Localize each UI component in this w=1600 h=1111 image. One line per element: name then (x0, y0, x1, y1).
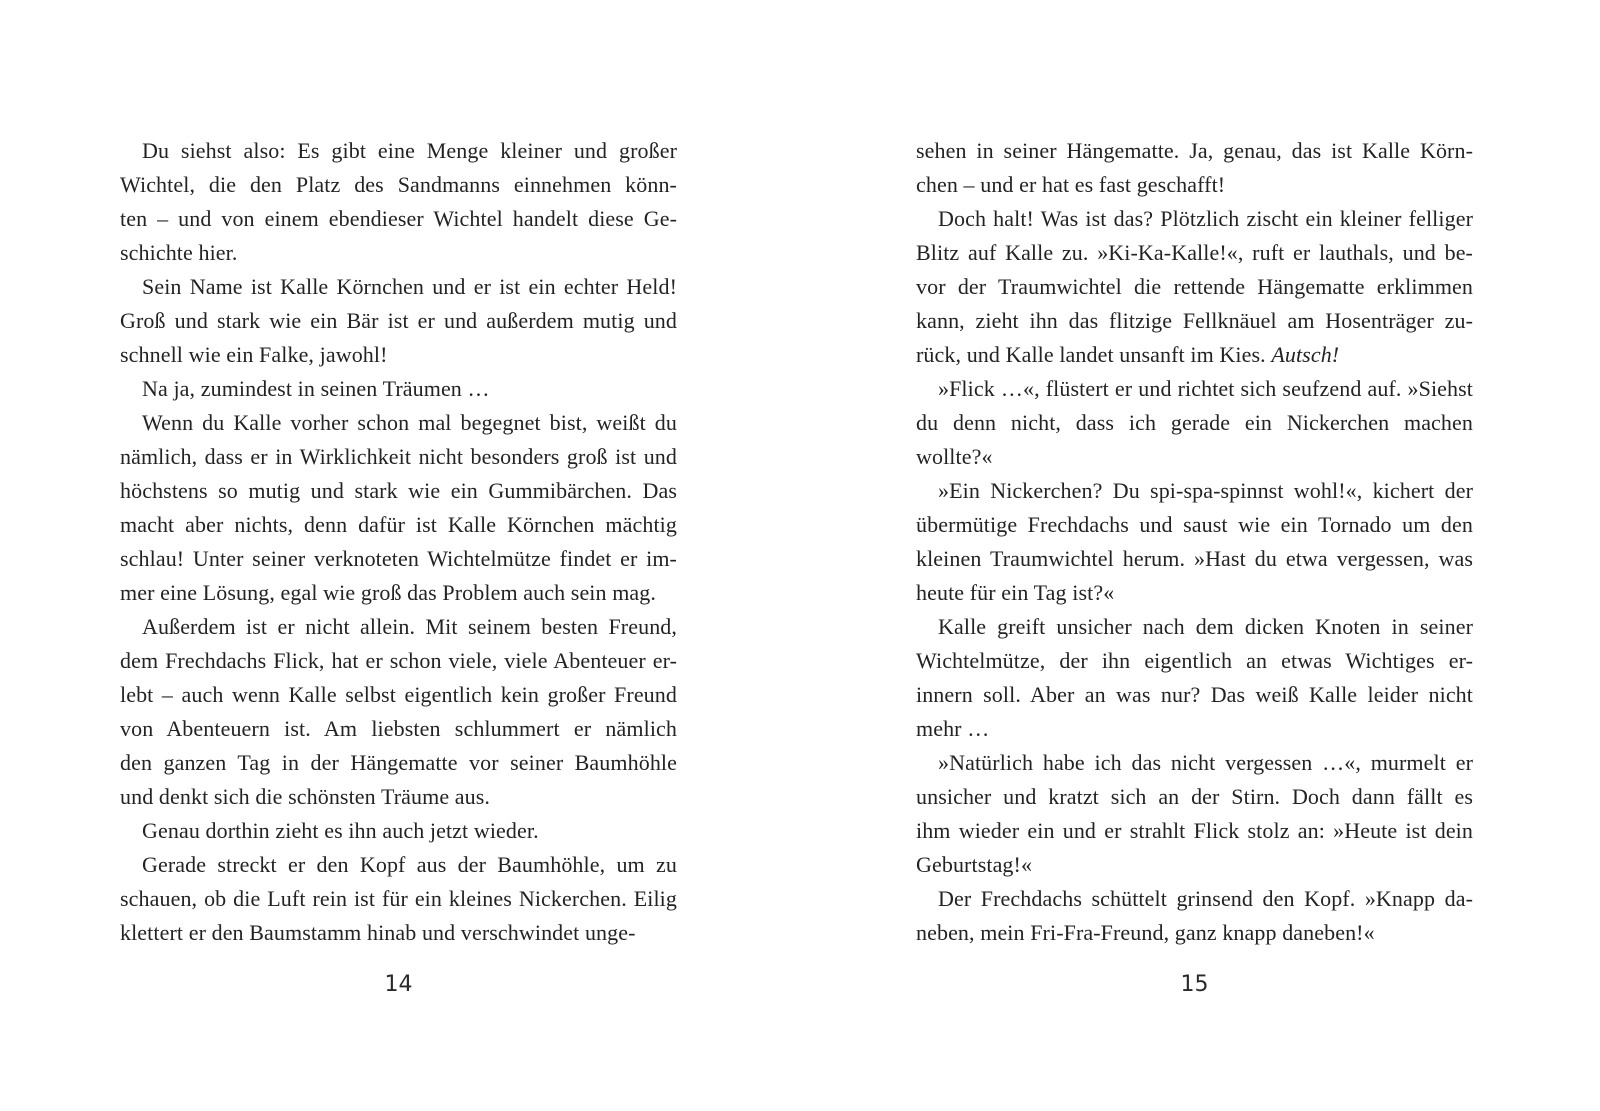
text-line: chen – und er hat es fast geschafft! (916, 172, 1226, 197)
text-line: wollte?« (916, 444, 993, 469)
text-line: Blitz auf Kalle zu. »Ki-Ka-Kalle!«, ruft er lauthals, und be- (916, 240, 1473, 265)
text-line: Wichtelmütze, der ihn eigentlich an etwas Wichtiges er- (916, 648, 1473, 673)
page-text (916, 134, 1473, 950)
text-line: kleinen Traumwichtel herum. »Hast du etwa vergessen, was (916, 546, 1473, 571)
text-line: klettert er den Baumstamm hinab und verschwindet unge- (120, 920, 636, 945)
text-line: den ganzen Tag in der Hängematte vor seiner Baumhöhle (120, 750, 677, 775)
text-line: und denkt sich die schönsten Träume aus. (120, 784, 491, 809)
text-line: Außerdem ist er nicht allein. Mit seinem besten Freund, (142, 614, 677, 639)
text-line: Der Frechdachs schüttelt grinsend den Kopf. »Knapp da- (938, 886, 1473, 911)
text-line: »Flick …«, flüstert er und richtet sich seufzend auf. »Siehst (938, 376, 1473, 401)
text-line: Wenn du Kalle vorher schon mal begegnet bist, weißt du (142, 410, 677, 435)
text-line: rück, und Kalle landet unsanft im Kies. Autsch! (916, 342, 1340, 367)
text-line: mer eine Lösung, egal wie groß das Problem auch sein mag. (120, 580, 656, 605)
text-line: Sein Name ist Kalle Körnchen und er ist ein echter Held! (142, 274, 677, 299)
text-line: du denn nicht, dass ich gerade ein Nickerchen machen (916, 410, 1473, 435)
page-number: 15 (1180, 972, 1209, 997)
text-line: übermütige Frechdachs und saust wie ein Tornado um den (916, 512, 1473, 537)
text-line: ihm wieder ein und er strahlt Flick stolz an: »Heute ist dein (916, 818, 1473, 843)
text-line: schnell wie ein Falke, jawohl! (120, 342, 388, 367)
text-line: unsicher und kratzt sich an der Stirn. Doch dann fällt es (916, 784, 1473, 809)
text-line: von Abenteuern ist. Am liebsten schlummert er nämlich (120, 716, 677, 741)
text-line: Wichtel, die den Platz des Sandmanns einnehmen könn- (120, 172, 677, 197)
text-line: neben, mein Fri-Fra-Freund, ganz knapp daneben!« (916, 920, 1375, 945)
text-line: dem Frechdachs Flick, hat er schon viele, viele Abenteuer er- (120, 648, 677, 673)
text-line: macht aber nichts, denn dafür ist Kalle Körnchen mächtig (120, 512, 677, 537)
text-line: Doch halt! Was ist das? Plötzlich zischt ein kleiner felliger (938, 206, 1473, 231)
text-line: Geburtstag!« (916, 852, 1033, 877)
text-line: heute für ein Tag ist?« (916, 580, 1115, 605)
text-line: Genau dorthin zieht es ihn auch jetzt wieder. (142, 818, 539, 843)
text-line: schichte hier. (120, 240, 238, 265)
text-line: »Natürlich habe ich das nicht vergessen …«, murmelt er (938, 750, 1473, 775)
text-line: nämlich, dass er in Wirklichkeit nicht besonders groß ist und (120, 444, 677, 469)
text-line: mehr … (916, 716, 990, 741)
text-line: sehen in seiner Hängematte. Ja, genau, das ist Kalle Körn- (916, 138, 1473, 163)
text-line: schauen, ob die Luft rein ist für ein kleines Nickerchen. Eilig (120, 886, 677, 911)
text-line: schlau! Unter seiner verknoteten Wichtelmütze findet er im- (120, 546, 677, 571)
text-line: innern soll. Aber an was nur? Das weiß Kalle leider nicht (916, 682, 1473, 707)
text-line: höchstens so mutig und stark wie ein Gummibärchen. Das (120, 478, 677, 503)
text-line: Na ja, zumindest in seinen Träumen … (142, 376, 490, 401)
page-text (120, 134, 677, 950)
text-line: vor der Traumwichtel die rettende Hängematte erklimmen (916, 274, 1473, 299)
text-line: Du siehst also: Es gibt eine Menge kleiner und großer (142, 138, 677, 163)
text-line: »Ein Nickerchen? Du spi-spa-spinnst wohl!«, kichert der (938, 478, 1473, 503)
text-line: Kalle greift unsicher nach dem dicken Knoten in seiner (938, 614, 1473, 639)
text-line: lebt – auch wenn Kalle selbst eigentlich kein großer Freund (120, 682, 677, 707)
text-line: kann, zieht ihn das flitzige Fellknäuel am Hosenträger zu- (916, 308, 1473, 333)
text-line: Gerade streckt er den Kopf aus der Baumhöhle, um zu (142, 852, 677, 877)
text-line: Groß und stark wie ein Bär ist er und außerdem mutig und (120, 308, 677, 333)
page-number: 14 (384, 972, 413, 997)
text-line: ten – und von einem ebendieser Wichtel handelt diese Ge- (120, 206, 677, 231)
